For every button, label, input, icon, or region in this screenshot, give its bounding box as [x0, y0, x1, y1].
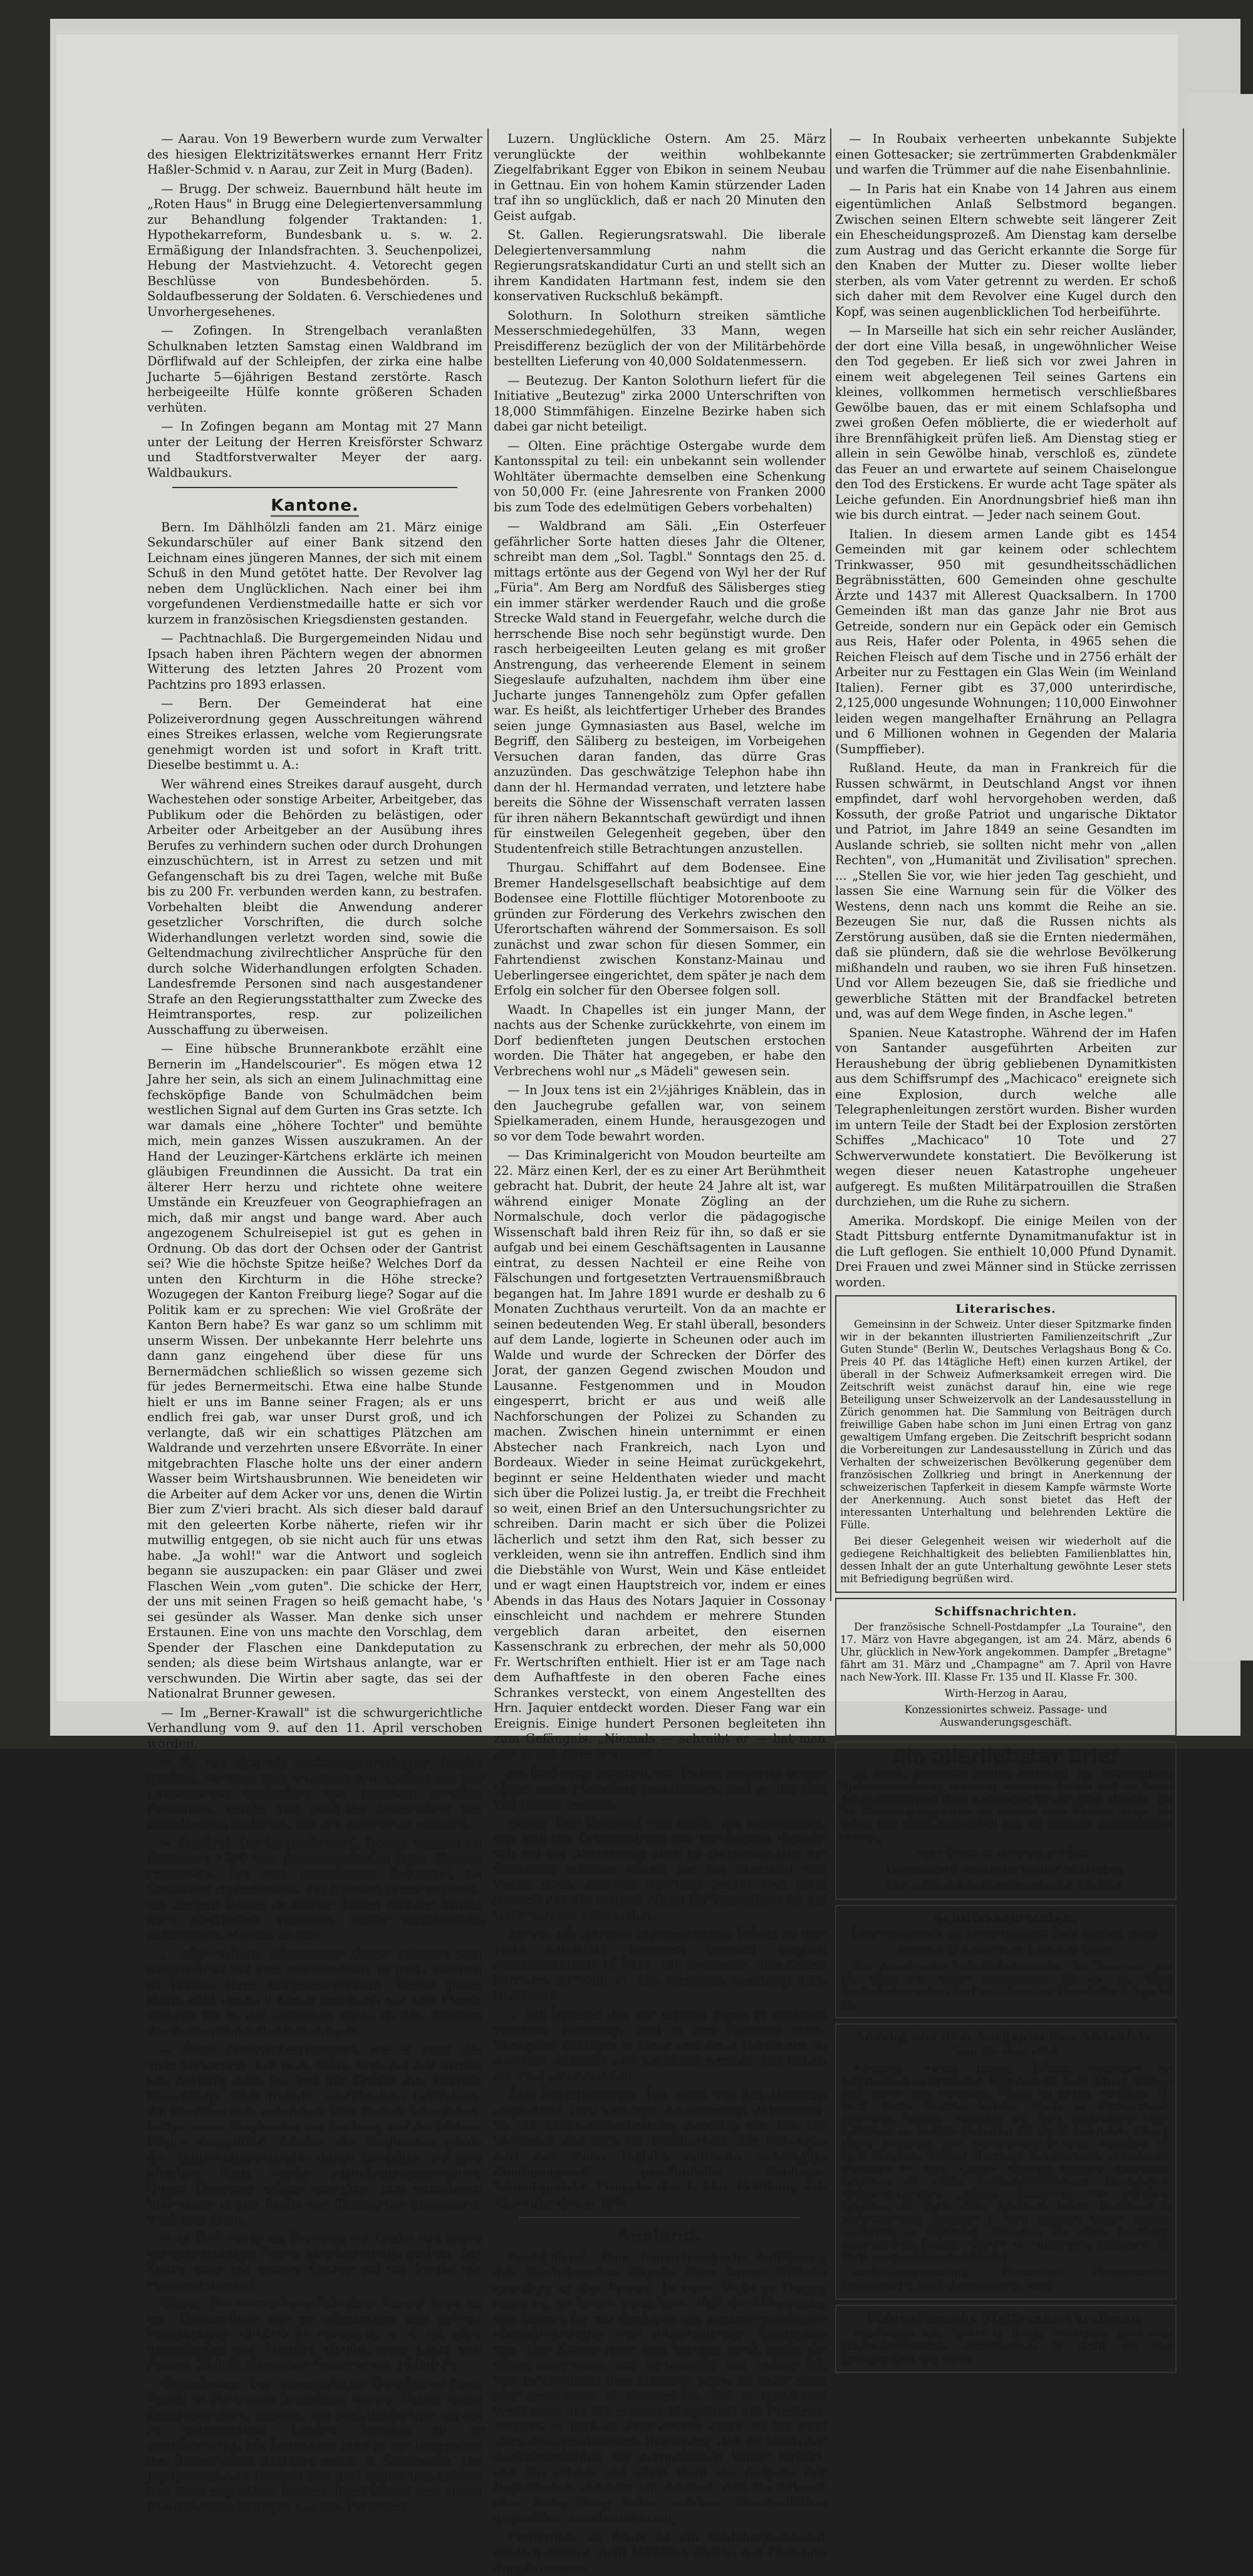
article-thurgau: Thurgau. Schiffahrt auf dem Bodensee. Eine Bremer Handelsgesellschaft beabsichtige auf dem Bodensee eine Flottille flüchtiger Motorenboote zu gründen zur Förderung des Verkehrs zwischen den Uferortschaften während der Sommersaison. Es soll zunächst und zwar schon für diesen Sommer, ein Fahrtendienst zwischen Konstanz-Mainau und Ueberlingersee eingerichtet, dem später je nach dem Erfolg ein solcher für den Obersee folgen soll. [494, 860, 826, 999]
advertisement-depot: Hauptdepot: Apotheke Golliez in Murten. [840, 1864, 1172, 1876]
article-berner-krawall: — Im „Berner-Krawall" ist die schwurgerichtliche Verhandlung vom 9. auf den 11. April verschoben worden. [147, 1706, 482, 1752]
article-memoiren: Im Gefängnis nämlich hat Dubrit während seiner Muße seine Memoiren geschrieben, und er hat sich viel Humor gespart. [494, 1766, 826, 1812]
advertisement-box [835, 1741, 1177, 1900]
section-separator [519, 2217, 801, 2218]
article-spanien: Spanien. Neue Katastrophe. Während der im Hafen von Santander ausgeführten Arbeiten zur Heraushebung der übrig gebliebenen Dynamitkisten aus dem Schiffsrumpf des „Machicaco" ereignete sich eine Explosion, durch welche alle Telegraphenleitungen zerstört wurden. Bisher wurden im untern Teile der Stadt bei der Explosion zerstörten Schiffes „Machicaco" 10 Tote und 27 Schwerverwundete konstatiert. Die Bevölkerung ist wegen dieser neuen Katastrophe ungeheuer aufgeregt. Es mußten Militärpatrouillen die Straßen durchziehen, um die Ruhe zu sichern. [835, 1026, 1177, 1210]
schiffsnachrichten-sub2: Vertreter in Aarau: Herr J. Fischer, Notar. [840, 1944, 1172, 1957]
stellenausschreibung: Stellenausschreibung. Oberschule Oberentfelden. Besoldung Fr. 1300. Anmeldung 9. April. [840, 2267, 1172, 2292]
schiffsnachrichten-box-2 [835, 1905, 1177, 2018]
advertisement-signature: sig.: Gräfin de la Senne in Nizza. [840, 1847, 1172, 1860]
article-waadt: Waadt. In Chapelles ist ein junger Mann, der nachts aus der Schenke zurückkehrte, von einem im Dorf bedienfteten jungen Deutschen erstochen worden. Die Thäter hat angegeben, er habe den Verbrechens wohl nur „s Mädeli" gewesen sein. [494, 1003, 826, 1080]
amtsblatt-date: Vom 24. März 1894 [840, 2047, 1172, 2059]
article-bern: Bern. Im Dählhölzli fanden am 21. März einige Sekundarschüler auf einer Bank sitzend den Leichnam eines jüngeren Mannes, der sich mit einem Schuß in den Mund getötet hatte. Der Revolver lag neben dem Unglücklichen. Nach einer bei ihm vorgefundenen Verdienstmedaille hatte er sich vor kurzem in französischen Kriegsdiensten gestanden. [147, 520, 482, 628]
section-separator [172, 487, 457, 488]
article-luzern: Luzern. Unglückliche Ostern. Am 25. März verunglückte der weithin wohlbekannte Ziegelfabrikant Egger von Ebikon in seinem Neubau in Gettnau. Ein von hohem Kamin stürzender Laden traf ihn so unglücklich, daß er nach 20 Minuten den Geist aufgab. [494, 132, 826, 224]
column-2 [494, 132, 826, 1592]
notice-waldbaukurs: — In Zofingen begann am Montag mit 27 Mann unter der Leitung der Herren Kreisförster Schwarz und Stadtforstverwalter Meyer der aarg. Waldbaukurs. [147, 419, 482, 481]
article-marseille: — In Marseille hat sich ein sehr reicher Ausländer, der dort eine Villa besaß, in ungewöhnlicher Weise den Tod gegeben. Er ließ sich vor zwei Jahren in einem weit abgelegenen Teil seines Gartens ein kleines, vollkommen hermetisch verschließbares Gewölbe bauen, das er mit einem Schlafsopha und zwei großen Oefen möblierte, die er wiederholt auf ihre Brennfähigkeit prüfen ließ. Am Dienstag stieg er allein in sein Gewölbe hinab, verschloß es, zündete das Feuer an und erwartete auf seinem Chaiselongue den Tod des Erstickens. Er wurde acht Tage später als Leiche gefunden. Ein Anordnungsbrief hieß man ihn wie bis durch eintrat. — Jeder nach seinem Gout. [835, 323, 1177, 523]
article-st-gallen: St. Gallen. Regierungsratswahl. Die liberale Delegiertenversammlung nahm die Regierungsratskandidatur Curti an und stellt sich an ihrem Kandidaten Hartmann fest, indem sie den konservativen Ruckschluß bekämpft. [494, 227, 826, 305]
literarisches-title: Literarisches. [840, 1303, 1172, 1316]
article-zumikon: — Die Urheber des vor einigen Tagen in Zumikon verübten Totschlags sind in den Personen eines Spenglers Zollinger in Maur und eines Hardmeier in Zumikon entdeckt und verhaftet worden. Sie haben die That eingestanden. [494, 2008, 826, 2085]
schiffsnachrichten-agent: Wirth-Herzog in Aarau, [840, 1687, 1172, 1700]
column-1 [147, 132, 482, 1592]
article-waldbrand: — Waldbrand am Säli. „Ein Osterfeuer gefährlicher Sorte hatten dieses Jahr die Oltener, schreibt man dem „Sol. Tagbl." Sonntags den 25. d. mittags ertönte aus der Gegend von Wyl her der Ruf „Füria". Am Berg am Nordfuß des Sälisberges stieg ein immer stärker werdender Rauch und die große Strecke Wald stand in Feuergefahr, welche durch die herrschende Bise noch sehr begünstigt wurde. Den rasch herbeigeeilten Leuten gelang es mit großer Anstrengung, das verheerende Element in seinem Siegeslaufe aufzuhalten, nachdem ihm über eine Jucharte junges Tannengehölz zum Opfer gefallen war. Es heißt, als leichtfertiger Urheber des Brandes seien junge Gymnasiasten aus Basel, welche im Begriff, den Säliberg zu besteigen, im Vorbeigehen Versuchen daran fanden, das dürre Gras anzuzünden. Das geschwätzige Telephon habe ihn dann der hl. Hermandad verraten, und letztere habe bereits die Söhne der Wissenschaft verraten lassen für ihren nähern Bekanntschaft gewürdigt und ihnen für einstweilen Gelegenheit gegeben, über den Studentenfreich stille Betrachtungen anzustellen. [494, 519, 826, 857]
article-deutschland: Deutschland. Eine bemerkenswerte Aeußerung des Reichskanzlers Caprivi über Kaiser Wilhelm zirkuliert in der Presse. In einer Rede in Danzig sagte er, er könne versichern, daß die Mitwirkung des Kaisers für das Gelingen des deutsch-russischen Handelsvertrages von entscheidender Bedeutung war. Der Kaiser habe den Vertrag nicht allein für etwas angesehen, was gleichzeitig von Nutzen ist, was Deutschland dem Nachbar wäre. Er hatte auch eine Beachtung, er welches ist, daß er durch das Werk nicht nur ein erneute Bürgschaft des Friedens, sondern er hielt es ganz ebenso darin, es sei wohl wäre eine geschlossene Bewegung, daß sie allein der Zusammenschluß der europäischen Völker fordert, und ein solcher sei allein nicht die Aufgabe der Regierenden, sondern ein Zeichen, daß die Zukunft eine Entwicklung habe, welchen Eventualitäten gegenüber vorzubereiten sei. [494, 2250, 826, 2526]
schiffsnachrichten-text-2: Der französische Schnell-Postdampfer „La Touraine", am 17. März von Havre abgegangen, ist am 24. März wohlbehalten in New-York angekommen. Reisedauer 7 Tage 12 St. [840, 1961, 1172, 2011]
article-italien: Italien. In diesem armen Lande gibt es 1454 Gemeinden mit gar keinem oder schlechtem Trinkwasser, 950 mit gesundheitsschädlichen Begräbnisstätten, 600 Gemeinden ohne geschulte Ärzte und 1437 mit Allerest Quacksalbern. In 1700 Gemeinden ißt man das ganze Jahr nie Brot aus Getreide, sondern nur ein Gepäck oder ein Gemisch aus Reis, Hafer oder Polenta, in 4965 sehen die Reichen Fleisch auf dem Tische und in 2756 erhält der Arbeiter nur zu Festtagen ein Glas Wein (im Weinland Italien). Ferner gibt es 37,000 unterirdische, 2,125,000 ungesunde Wohnungen; 110,000 Einwohner leiden wegen mangelhafter Ernährung an Pellagra und 6 Millionen wohnen in Gegenden der Malaria (Sumpffieber). [835, 527, 1177, 758]
article-kriminalgericht: — Das Kriminalgericht von Moudon beurteilte am 22. März einen Kerl, der es zu einer Art Berühmtheit gebracht hat. Dubrit, der heute 24 Jahre alt ist, war während einiger Monate Zögling an der Normalschule, doch verlor die pädagogische Wissenschaft bald ihren Reiz für ihn, so daß er sie aufgab und bei einem Geschäftsagenten in Lausanne eintrat, zu dessen Nachteil er eine Reihe von Fälschungen und fortgesetzten Vertrauensmißbrauch begangen hat. Im Jahre 1891 wurde er deshalb zu 6 Monaten Zuchthaus verurteilt. Von da an machte er seinen bedeutenden Weg. Er stahl überall, besonders auf dem Lande, logierte in Scheunen oder auch im Walde und wurde der Schrecken der Dörfer des Jorat, der ganzen Gegend zwischen Moudon und Lausanne. Festgenommen und in Moudon eingesperrt, bricht er aus und weiß alle Nachforschungen der Polizei zu Schanden zu machen. Zwischen hinein unternimmt er einen Abstecher nach Frankreich, nach Lyon und Bordeaux. Wieder in seine Heimat zurückgekehrt, beginnt er seine Heldenthaten wieder und macht sich über die Polizei lustig. Ja, er treibt die Frechheit so weit, einen Brief an den Untersuchungsrichter zu schreiben. Darin macht er sich über die Polizei lächerlich und setzt ihm den Rat, sich besser zu verkleiden, wenn sie ihn antreffen. Endlich sind ihm die Diebstähle von Wurst, Wein und Käse entleidet und er wagt einen Hauptstreich vor, indem er eines Abends in das Haus des Notars Jaquier in Cossonay einschleicht und nachdem er mehrere Stunden vergeblich daran arbeitet, den eisernen Kassenschrank zu erbrechen, der mehr als 50,000 Fr. Wertschriften enthielt. Hier ist er am Tage nach dem Aufhaftfeste in den oberen Fache eines Schrankes versteckt, von einem Angestellten des Hrn. Jaquier entdeckt worden. Dieser Fang war ein Ereignis. Einige hundert Personen begleiteten ihn zum Gefängnis. „Niemals — schreibt er — hat man mir so viel Ehre erwiesen." [494, 1148, 826, 1762]
schiffsnachrichten-box-1 [835, 1598, 1177, 1736]
article-bern-polizei: — Bern. Der Gemeinderat hat eine Polizeiverordnung gegen Ausschreitungen während eines Streikes erlassen, welche vom Regierungsrate genehmigt worden ist und sofort in Kraft tritt. Dieselbe bestimmt u. A.: [147, 696, 482, 773]
article-militaerische-groesse: — Eine seltene militärische Größe befindet sich gegenwärtig auf dem Beundenfelde in Bern, nämlich in Person eines Dragonerrekruten. Dieser junge Mann mißt genau 2 Meter und kann auf dem Pferde stehend bis zu der untersten Säule an den Bändern des Gauls abheruntenherschlagen. [147, 1947, 482, 2039]
article-roubaix: — In Roubaix verheerten unbekannte Subjekte einen Gottesacker; sie zertrümmerten Grabdenkmäler und warfen die Trümmer auf die nahe Eisenbahnlinie. [835, 132, 1177, 178]
article-arrestantentransport: — Einen Arrestantentransport, wie er nicht alle Tage vorkommt, sah man letzte Tage auf der Straße von Aarberg nach Ins und der Grenze des Kantons Neuenburg. Zwei fremde, schriftenlose Individuen, die überdies sich weigerten, ihre Namen anzugeben, hatten einen Elephanten von Aarberg und die hintern Wägen weggeführt. Inhaber des Elephanten wurde der Regierungsstatthalter durch Landjäger auf dem gleichen Wege wieder zurückzutransportieren. Dieser Dragoner beiden schriften- und mittellosen Individuen in den Besitz des Elephanten gekommen, weiß man nicht. [147, 2043, 482, 2227]
article-pachtnachlass: — Pachtnachlaß. Die Burgergemeinden Nidau und Ipsach haben ihren Pächtern wegen der abnormen Witterung des letzten Jahres 20 Prozent vom Pachtzins pro 1893 erlassen. [147, 631, 482, 692]
article-graubuenden: Graubünden. Der bündnerische Bergführer Andr. Rauch in Pontresina begleitete diesen Winter einen Engländer nach Arabien, um dort großartige Jagden zu unternehmen. Letzten Samstag ist er zurückgekehrt. Die letzte Jagd fand in der Umgebung des Berges Sinai statt und ergab 36 Steinböcke. Die Jagdgesellschaft bestand aus drei englischen Herren und zwei englischen Damen, Jäger Rauch und einem französischen Kollegen aus den Pyrenäen. [147, 2377, 482, 2515]
amtsblatt-box [835, 2023, 1177, 2300]
notice-aarau: — Aarau. Von 19 Bewerbern wurde zum Verwalter des hiesigen Elektrizitätswerkes ernannt Herr Fritz Haßler-Schmid v. n Aarau, zur Zeit in Murg (Baden). [147, 132, 482, 178]
adjacent-page-strip [1187, 94, 1253, 1661]
notice-brugg: — Brugg. Der schweiz. Bauernbund hält heute im „Roten Haus" in Brugg eine Delegiertenversammlung zur Behandlung folgender Traktanden: 1. Hypothekarreform, Bundesbank u. s. w. 2. Ermäßigung der Inlandsfrachten. 3. Seuchenpolizei, Hebung der Mastviehzucht. 4. Vetorecht gegen Beschlüsse von Bundesbehörden. 5. Soldaufbesserung der Soldaten. 6. Verschiedenes und Unvorhergesehenes. [147, 182, 482, 320]
advertisement-text: an Herrn Apotheker Golliez, Fabrikant des eisenhaltigen Nußschaalen-Syrup, adressirt: Erlauben Sie mir, daß ich Ihnen den aufrichtigsten Dank ausspreche für die guten Dienste, die Ihr Blutreinigungsmittel bei meinen zwei Kindern hatte; sie haben ihre ganze Gesundheit und die schönste Gesichtsfarbe erlangt. [840, 1768, 1172, 1843]
article-paris: — In Paris hat ein Knabe von 14 Jahren aus einem eigentümlichen Anlaß Selbstmord begangen. Zwischen seinen Eltern schwebte seit längerer Zeit ein Ehescheidungsprozeß. Am Dienstag kam derselbe zum Austrag und das Gericht erkannte die Sorge für den Knaben der Mutter zu. Dieser wollte lieber sterben, als vom Vater getrennt zu werden. Er schoß sich daher mit dem Revolver eine Kugel durch den Kopf, was seinen augenblicklichen Tod herbeiführte. [835, 182, 1177, 320]
article-solothurn: Solothurn. In Solothurn streiken sämtliche Messerschmiedegehülfen, 33 Mann, wegen Preisdifferenz bezüglich der von der Militärbehörde bestellten Lieferung von 40,000 Soldatenmessern. [494, 308, 826, 370]
column-rule-3 [1183, 128, 1184, 1601]
schiffsnachrichten-text-1: Der französische Schnell-Postdampfer „La Touraine", den 17. März von Havre abgegangen, ist am 24. März, abends 6 Uhr, glücklich in New-York angekommen. Dampfer „Bretagne" fährt am 31. März und „Champagne" am 7. April von Havre nach New-York. III. Klasse Fr. 135 und II. Klasse Fr. 300. [840, 1621, 1172, 1684]
schiffsnachrichten-sub: Kabel-Telegramm der Generalagentur Zwilchenbart, Basel. [840, 1928, 1172, 1941]
article-bern-verordnung: Wer während eines Streikes darauf ausgeht, durch Wachestehen oder sonstige Arbeiter, Arbeitgeber, das Publikum oder die Behörden zu belästigen, oder Arbeiter oder Arbeitgeber an der Ausübung ihres Berufes zu verhindern suchen oder durch Drohungen einzuschüchtern, ist in Arrest zu setzen und mit Gefangenschaft bis zu drei Tagen, welche mit Buße bis zu 200 Fr. verbunden werden kann, zu bestrafen. Vorbehalten bleibt die Anwendung anderer gesetzlicher Vorschriften, die durch solche Widerhandlungen verletzt worden sind, sowie die Geltendmachung zivilrechtlicher Ansprüche für den durch solche Widerhandlungen erfolgten Schaden. Landesfremde Personen sind nach ausgestandener Strafe an den Regierungsstatthalter zum Zwecke des Heimtransportes, resp. zur polizeilichen Ausschaffung zu überweisen. [147, 777, 482, 1038]
schiffsnachrichten-title-2: Schiffsnachrichten. [840, 1912, 1172, 1926]
literarisches-box [835, 1295, 1177, 1593]
article-pruntrut: — Pruntrut. Der Raubmörder C. Doyon, welcher im Dezember 1890 den Bankangestellten Beda Thomas ermordete, lief laut jurassischen Zeitungen im Gefängnis eingestanden, der Urheber eines weiteren, vor einigen Jahren an Olivier Studer auf der Straße nach Courtedoux verübten, bisher unaufgeklärt gebliebenen Mordes zu sein. [147, 1836, 482, 1944]
literarisches-text: Gemeinsinn in der Schweiz. Unter dieser Spitzmarke finden wir in der bekannten illustrierten Familienzeitschrift „Zur Guten Stunde" (Berlin W., Deutsches Verlagshaus Bong & Co. Preis 40 Pf. das 14tägliche Heft) einen kurzen Artikel, der überall in der Schweiz Aufmerksamkeit erregen wird. Die Zeitschrift weist zunächst darauf hin, eine wie rege Beteiligung unser Schweizervolk an der Landesausstellung in Zürich genommen hat. Die Sammlung von Beiträgen durch freiwillige Gaben habe schon im Juni einen Ertrag von ganz gewaltigem Umfang ergeben. Die Zeitschrift bespricht sodann die Vorbereitungen zur Landesausstellung in Zürich und das Verhalten der schweizerischen Bevölkerung gegenüber dem französischen Zollkrieg und bringt in Anerkennung der schweizerischen Tapferkeit in diesem Kampfe wärmste Worte der Anerkennung. Auch sonst bietet das Heft der interessanten Unterhaltung und belehrenden Lektüre die Fülle. [840, 1318, 1172, 1531]
article-glarus: Glarus. Der verstorbene Fabrikant Kaspar Jenni an der Ziegelbrücke hat an öffentlichen und private Vergabungen 120,000 Fr. vermacht; u. A. an seine Angestellten und Arbeiter 46,000, arme Leute und Private 30,000, Gemeinde Niederurnen 18,000 Fr. [147, 2296, 482, 2373]
article-brunneranekdote: — Eine hübsche Brunnerankbote erzählt eine Bernerin im „Handelscourier". Es mögen etwa 12 Jahre her sein, als sich an einem Julinachmittag eine fechsköpfige Bande von Schulmädchen beim westlichen Signal auf dem Gurten ins Gras setzte. Ich war damals eine „höhere Tochter" und bemühte mich, mein ganzes Wissen auszukramen. An der Hand der Leuzinger-Kärtchens erklärte ich meinen gläubigen Freundinnen die Aussicht. Da trat ein älterer Herr herzu und richtete ohne weitere Umstände ein Kreuzfeuer von Geographiefragen an mich, daß mir angst und bange ward. Aber auch angezogenem Schulreisepiel ist gut es gehen in Ordnung. Ob das dort der Ochsen oder der Gantrist sei? Wie die höchste Spitze heiße? Welches Dorf da unten den Kirchturm in die Höhe strecke? Wozugegen der Kanton Freiburg liege? Sogar auf die Politik kam er zu sprechen: Wie viel Großräte der Kanton Bern habe? Es war ganz so um schlimm mit unserm Wissen. Der unbekannte Herr belehrte uns dann ganz eingehend über diese für uns Bernermädchen schließlich so wissen gezeme sich für jedes Bernermeitschi. Etwa eine halbe Stunde hielt er uns im Banne seiner Fragen; als er uns endlich frei gab, war unser Durst groß, und ich verlangte, daß wir ein schattiges Plätzchen am Waldrande und verzehrten unsere Eßvorräte. In einer mitgebrachten Flasche holte uns der einer andern Wasser beim Wirtshausbrunnen. Wie beneideten wir die Arbeiter auf dem Acker vor uns, denen die Wirtin Bier zum Z'vieri bracht. Als sich dieser bald darauf mit den geleerten Korbe näherte, riefen wir ihr mutwillig entgegen, ob sie nicht auch für uns etwas habe. „Ja wohl!" war die Antwort und sogleich begann sie auszupacken: ein paar Gläser und zwei Flaschen Wein „vom guten". Die schicke der Herr, der uns mit seinen Fragen so heiß gemacht habe, 's sei gesünder als Wasser. Man denke sich unser Erstaunen. Eine von uns machte den Vorschlag, dem Spender der Flaschen eine Dankdeputation zu senden; als diese beim Wirtshaus anlangte, war er verschwunden. Die Wirtin aber sagte, das sei der Nationalrat Brunner gewesen. [147, 1041, 482, 1702]
section-title-kantone: Kantone. [147, 498, 482, 514]
article-olten: — Olten. Eine prächtige Ostergabe wurde dem Kantonsspital zu teil: ein unbekannt sein wollender Wohltäter übermachte demselben eine Schenkung von 50,000 Fr. (eine Jahresrente von Franken 2000 bis zum Tode des edelmütigen Gebers vorbehalten) [494, 439, 826, 516]
article-amerika: Amerika. Mordskopf. Die einige Meilen von der Stadt Pittsburg entfernte Dynamitmanufaktur ist in die Luft geflogen. Sie enthielt 10,000 Pfund Dynamit. Drei Frauen und zwei Männer sind in Stücke zerrissen worden. [835, 1214, 1177, 1291]
column-3 [835, 132, 1177, 1592]
article-wallis: Wallis. Der Staatsrat von Wallis hat beschlossen, den Bau der Grimselstraße auf bernischem Gebiete soll mit der Ausführung noch im laufenden Jahr die Eröffnung erfolgen könne, hat der Staatsrat von Wallis einen gleichen Beschluß gefaßt und beim Großen Rat die nötigen Mittel für Vorschüsse an die Unternehmer nachsuchen. [494, 1816, 826, 1924]
amtsblatt-text: Konkurse. Aarau. Läuppi, Johann, Schreiner im Schönenberg zu Gränichen. Eingaben 28. April. Brugg: Wittwe Rod, Marie, geb. Baumann, Weibel zu Brugg. Eingaben 21. April. Kulm: Somme, Lehrer, Jakob, in Zimmermann, Schreiner, Reinach. Eingaben 28. April. Laufenburg: Hort, Schreiner, in Mettau. Eingaben 25. April. Lenzburg: Kieser-Meyer, Friedrich, gew. Sternenwirth in Seon. Eingaben 24. April. Zofingen: Widmer, Hermann, Fabrikarbeiter in Safenwil. Eingaben 14. April. Luzern: Bischoff, Gottlieb, Kaufmann. Eingaben 22. April. Konkurs-Eröffnungen. Bremgarten: Fischer-Ackermann, Johann, Landwirth von Dottikon. Eingaben 25. April. Muri: Leuthard, Leonz, Kaufmann in Merenschwand. Eingaben 4. April. Zurzach: Meyer, Johann, Landwirth in Döttingen. Eingaben 22. April. Lenzburg: Dobermacher, Rudolf, Wagner in Villmergen. Eingaben 22. April, ausgeschlossene Münster. [840, 2063, 1172, 2263]
article-zuerich: Zürich. Die Zürcher Straßenbahnen haben im Jahr 1893 3,958,944 Personen spediert (täglich durchschnittlich 10,841). Die gesamten Einnahmen betrugen 517,000 Fr. Die Direktion beantragt 15% Dividende. [494, 1927, 826, 2004]
article-beutezug: — Beutezug. Der Kanton Solothurn liefert für die Initiative „Beutezug" zirka 2000 Unterschriften von 18,000 Stimmfähigen. Einzelne Bezirke haben sich dabei gar nicht beteiligt. [494, 373, 826, 435]
advertisement-title: Ein allerliebster Brief [840, 1750, 1172, 1763]
schiffsnachrichten-title-1: Schiffsnachrichten. [840, 1605, 1172, 1619]
column-rule-2 [830, 128, 831, 1601]
section-title-ausland: Ausland. [494, 2228, 826, 2244]
advertisement-note: Man achte auf die Fabrikmarke der 2 Palmen. [840, 1880, 1172, 1892]
notice-zofingen: — Zofingen. In Strengelbach veranlaßten Schulknaben letzten Samstag einen Waldbrand im Dörflifwald auf der Schleipfen, der zirka eine halbe Jucharte 5—6jährigen Bestand zerstörte. Rasch herbeigeeilte Hülfe konnte größeren Schaden verhüten. [147, 323, 482, 415]
article-schreinerstreik: Zum Schreinerstreik. Der neue, von den Meistern abgelehnte Tarif verlangt: neunstündige Arbeitszeit, 55 Cts. Minimalstundenlohn, Zuschlag von 30% für Ueberzeit und 50% für Nachtarbeit, der Detompte darf nur einen Taglohn betragen, achttägige Kündigungszeit, gewöhnliche Zahltage, Schiedsgericht, Freigabe des 1. Mai, Erhöhung des Akkordtarifs um 20%. [494, 2088, 826, 2211]
amtsblatt-title: Auszug aus dem Aargauischen Amtsblatt. [840, 2031, 1172, 2044]
schiffsnachrichten-agent-sub: Konzessionirtes schweiz. Passage- und Auswanderungsgeschäft. [840, 1704, 1172, 1729]
article-russland: Rußland. Heute, da man in Frankreich für die Russen schwärmt, in Deutschland Angst vor ihnen empfindet, darf wohl hervorgehoben werden, daß Kossuth, der große Patriot und ungarische Diktator und Patriot, im Jahre 1849 an seine Gesandten im Auslande schrieb, sie sollten nicht mehr von „allen Rechten", von „Humanität und Zivilisation" sprechen. ... „Stellen Sie vor, wie hier jeden Tag geschieht, und lassen Sie eine Warnung sein für die Völker des Westens, denn nach uns kommt die Reihe an sie. Bezeugen Sie nur, daß die Russen nichts als Zerstörung ausüben, daß sie die Ernten niedermähen, daß sie plündern, daß sie die wehrlose Bevölkerung mißhandeln und rauben, wo sie ihren Fuß hinsetzen. Und vor Allem bezeugen Sie, daß sie friedliche und gewerbliche Stätten mit der Brandfackel betreten und, was auf dem Wege finden, in Asche legen." [835, 761, 1177, 1022]
article-frankreich: Frankreich. In Ronei ist ein Mädchenpensionat niedergebrannt. Acht Mädchen sind in den Flammen umgekommen. [494, 2530, 826, 2576]
article-biel: — In Biel wurde am Dienstag ein Knabe von einem schwerbeladenen Wagen überfahren und getötet. Der Knabe hatte mit andern Knaben auf der Straße mit Marmeln gespielt. [147, 2231, 482, 2292]
eidgenoessisch-text: Paketträger und Packer in Brugg. Besoldung nach dem Ernennungsgesetze. Anmeldungen 5. April bei der Kreispostdirektion Aarau. [840, 2328, 1172, 2365]
column-rule-1 [487, 128, 489, 1601]
eidgenoessisch-title: Eidgenössische Stellenausschreibung. [840, 2312, 1172, 2325]
eidgenoessisch-box [835, 2305, 1177, 2373]
literarisches-note: Bei dieser Gelegenheit weisen wir wiederholt auf die gediegene Reichhaltigkeit des beliebten Familienblattes hin, dessen Inhalt der an gute Unterhaltung gewöhnte Leser stets mit Befriedigung begrüßen wird. [840, 1535, 1172, 1585]
article-jouxtens: — In Joux tens ist ein 2½jähriges Knäblein, das in den Jauchegrube gefallen war, von seinem Spielkameraden, einem Hunde, herausgezogen und so vor dem Tode bewahrt worden. [494, 1083, 826, 1144]
article-sozialdemokratisch: — Es hat sich ein sozialdemokratisches Komite gebildet, welches den Arbeitern den Austritt aus der Landeskirche erleichtern will. Wasfliegt verteilte Formulare, welche bloß noch der Unterschrift des Betreffenden bedürfen, um den Austritt zu erklären. [147, 1755, 482, 1832]
